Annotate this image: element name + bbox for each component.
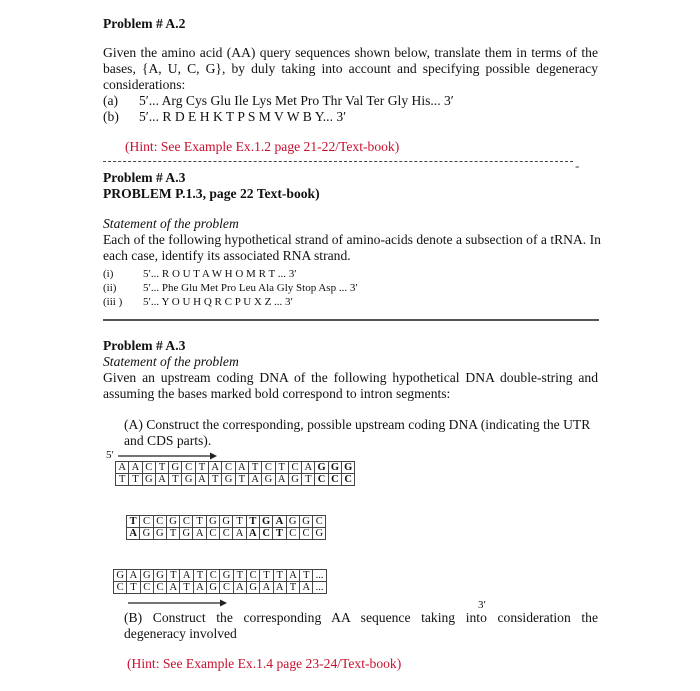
dna-base-cell: C xyxy=(182,462,195,474)
problem-a2-hint: (Hint: See Example Ex.1.2 page 21-22/Text-book) xyxy=(125,139,400,154)
dna-base-cell: G xyxy=(342,462,355,474)
dna-base-cell: G xyxy=(222,474,235,486)
dna-base-cell: T xyxy=(166,528,179,540)
five-prime-label: 5′ xyxy=(106,449,114,461)
statement-label-2: Statement of the problem xyxy=(103,354,239,369)
problem-a3-item-i xyxy=(103,268,297,280)
dna-base-cell: A xyxy=(302,462,315,474)
strand-arrow xyxy=(118,452,218,460)
dna-base-cell: T xyxy=(169,474,182,486)
problem-a2-title: Problem # A.2 xyxy=(103,16,186,31)
dna-bottom-strand xyxy=(127,528,326,540)
dna-base-cell: G xyxy=(246,582,259,594)
dna-base-cell: G xyxy=(153,570,166,582)
dna-base-cell: G xyxy=(140,528,153,540)
dna-base-cell: A xyxy=(195,474,208,486)
dna-block-2 xyxy=(126,515,326,540)
dashed-divider xyxy=(103,161,573,162)
dna-base-cell: C xyxy=(262,462,275,474)
dna-base-cell: T xyxy=(127,582,140,594)
dna-base-cell: T xyxy=(235,474,248,486)
solid-divider xyxy=(103,319,599,321)
dna-base-cell: T xyxy=(248,462,261,474)
divider-mark: - xyxy=(575,158,580,173)
dna-base-cell: G xyxy=(328,462,341,474)
problem-a2-item-b xyxy=(103,109,346,125)
dna-base-cell: G xyxy=(206,516,219,528)
dna-base-cell: C xyxy=(288,462,301,474)
problem-a3-item-ii xyxy=(103,282,358,294)
dna-base-cell: T xyxy=(180,582,193,594)
problem-a3-second-body: Given an upstream coding DNA of the following hypothetical DNA double-string and assuming the bases marked bold correspond to intron segments: xyxy=(103,370,598,402)
dna-top-strand xyxy=(114,570,327,582)
dna-base-cell: A xyxy=(246,528,259,540)
dna-base-cell: A xyxy=(286,570,299,582)
dna-block-3 xyxy=(113,569,327,594)
three-prime-label: 3′ xyxy=(478,599,486,611)
dna-base-cell: T xyxy=(193,516,206,528)
dna-base-cell: G xyxy=(220,516,233,528)
dna-base-cell: G xyxy=(180,528,193,540)
dna-base-cell: T xyxy=(167,570,180,582)
statement-label: Statement of the problem xyxy=(103,216,239,231)
dna-base-cell: C xyxy=(114,582,127,594)
dna-top-strand xyxy=(116,462,355,474)
item-label: (i) xyxy=(103,268,114,280)
dna-base-cell: A xyxy=(300,582,313,594)
dna-base-cell: C xyxy=(286,528,299,540)
dna-base-cell: C xyxy=(313,516,326,528)
strand-arrow xyxy=(128,599,228,607)
item-label: (a) xyxy=(103,93,119,108)
dna-base-cell: G xyxy=(220,570,233,582)
dna-base-cell: G xyxy=(140,570,153,582)
dna-base-cell: C xyxy=(220,528,233,540)
dna-base-cell: G xyxy=(299,516,312,528)
item-label: (ii) xyxy=(103,282,117,294)
dna-base-cell: T xyxy=(209,474,222,486)
dna-base-cell: C xyxy=(299,528,312,540)
part-a: (A) Construct the corresponding, possible upstream coding DNA (indicating the UTR and CDS parts). xyxy=(124,417,591,449)
item-label: (b) xyxy=(103,109,119,124)
dna-base-cell: T xyxy=(286,582,299,594)
dna-base-cell: T xyxy=(300,570,313,582)
dna-base-cell: G xyxy=(315,462,328,474)
dna-base-cell: A xyxy=(233,528,246,540)
dna-base-cell: A xyxy=(273,582,286,594)
problem-a3-first-subtitle: PROBLEM P.1.3, page 22 Text-book) xyxy=(103,186,320,201)
dna-base-cell: G xyxy=(142,474,155,486)
dna-block-1 xyxy=(115,461,355,486)
problem-a3-second-title: Problem # A.3 xyxy=(103,338,186,353)
problem-a2-body: Given the amino acid (AA) query sequences shown below, translate them in terms of the bases, {A, U, C, G}, by duly taking into account and specifying possible degeneracy considerations: xyxy=(103,45,598,93)
dna-base-cell: G xyxy=(259,516,272,528)
item-label: (iii ) xyxy=(103,296,123,308)
dna-base-cell: T xyxy=(127,516,140,528)
dna-base-cell: C xyxy=(140,516,153,528)
dna-base-cell: C xyxy=(153,582,166,594)
item-text: 5′... R D E H K T P S M V W B Y... 3′ xyxy=(139,109,347,124)
problem-a3-first-title: Problem # A.3 xyxy=(103,170,186,185)
dna-base-cell: A xyxy=(260,582,273,594)
problem-a2-item-a xyxy=(103,93,454,109)
dna-base-cell: G xyxy=(169,462,182,474)
dna-base-cell: C xyxy=(315,474,328,486)
dna-base-cell: A xyxy=(193,582,206,594)
dna-base-cell: C xyxy=(153,516,166,528)
item-text: 5′... R O U T A W H O M R T ... 3′ xyxy=(143,268,297,280)
dna-base-cell: T xyxy=(246,516,259,528)
dna-base-cell: A xyxy=(116,462,129,474)
dna-base-cell: A xyxy=(193,528,206,540)
dna-base-cell: T xyxy=(273,528,286,540)
dna-base-cell: A xyxy=(248,474,261,486)
dna-base-cell: C xyxy=(246,570,259,582)
dna-bottom-strand xyxy=(114,582,327,594)
dna-base-cell: A xyxy=(155,474,168,486)
dna-base-cell: C xyxy=(140,582,153,594)
dna-base-cell: A xyxy=(127,528,140,540)
dna-base-cell: G xyxy=(153,528,166,540)
dna-base-cell: T xyxy=(273,570,286,582)
dna-base-cell: A xyxy=(129,462,142,474)
dna-base-cell: T xyxy=(155,462,168,474)
dna-base-cell: T xyxy=(302,474,315,486)
dna-top-strand xyxy=(127,516,326,528)
dna-base-cell: A xyxy=(209,462,222,474)
dna-base-cell: C xyxy=(342,474,355,486)
dna-base-cell: A xyxy=(235,462,248,474)
dna-base-cell: T xyxy=(193,570,206,582)
dna-base-cell: A xyxy=(167,582,180,594)
dna-base-cell: ... xyxy=(313,570,326,582)
dna-base-cell: G xyxy=(313,528,326,540)
dna-base-cell: C xyxy=(328,474,341,486)
problem-a3-item-iii xyxy=(103,296,293,308)
dna-base-cell: T xyxy=(260,570,273,582)
dna-base-cell: G xyxy=(286,516,299,528)
dna-base-cell: T xyxy=(275,462,288,474)
dna-base-cell: G xyxy=(262,474,275,486)
dna-base-cell: A xyxy=(275,474,288,486)
dna-base-cell: C xyxy=(142,462,155,474)
dna-base-cell: C xyxy=(259,528,272,540)
dna-base-cell: A xyxy=(180,570,193,582)
item-text: 5′... Phe Glu Met Pro Leu Ala Gly Stop Asp ... 3′ xyxy=(143,282,358,294)
dna-base-cell: C xyxy=(207,570,220,582)
dna-base-cell: T xyxy=(233,516,246,528)
problem-a3-first-body: Each of the following hypothetical strand of amino-acids denote a subsection of a tRNA. In each case, identify its associated RNA strand. xyxy=(103,232,601,264)
dna-base-cell: T xyxy=(116,474,129,486)
dna-base-cell: C xyxy=(206,528,219,540)
dna-base-cell: ... xyxy=(313,582,326,594)
dna-base-cell: T xyxy=(233,570,246,582)
dna-base-cell: C xyxy=(222,462,235,474)
dna-base-cell: T xyxy=(129,474,142,486)
dna-bottom-strand xyxy=(116,474,355,486)
dna-base-cell: T xyxy=(195,462,208,474)
dna-base-cell: G xyxy=(166,516,179,528)
dna-base-cell: G xyxy=(288,474,301,486)
item-text: 5′... Y O U H Q R C P U X Z ... 3′ xyxy=(143,296,293,308)
dna-base-cell: A xyxy=(273,516,286,528)
dna-base-cell: G xyxy=(207,582,220,594)
dna-base-cell: C xyxy=(220,582,233,594)
part-b: (B) Construct the corresponding AA sequence taking into consideration the degeneracy involved xyxy=(124,610,598,642)
problem-a3-hint: (Hint: See Example Ex.1.4 page 23-24/Text-book) xyxy=(127,656,402,671)
dna-base-cell: G xyxy=(114,570,127,582)
dna-base-cell: A xyxy=(127,570,140,582)
item-text: 5′... Arg Cys Glu Ile Lys Met Pro Thr Val Ter Gly His... 3′ xyxy=(139,93,454,108)
dna-base-cell: A xyxy=(233,582,246,594)
dna-base-cell: C xyxy=(180,516,193,528)
dna-base-cell: G xyxy=(182,474,195,486)
